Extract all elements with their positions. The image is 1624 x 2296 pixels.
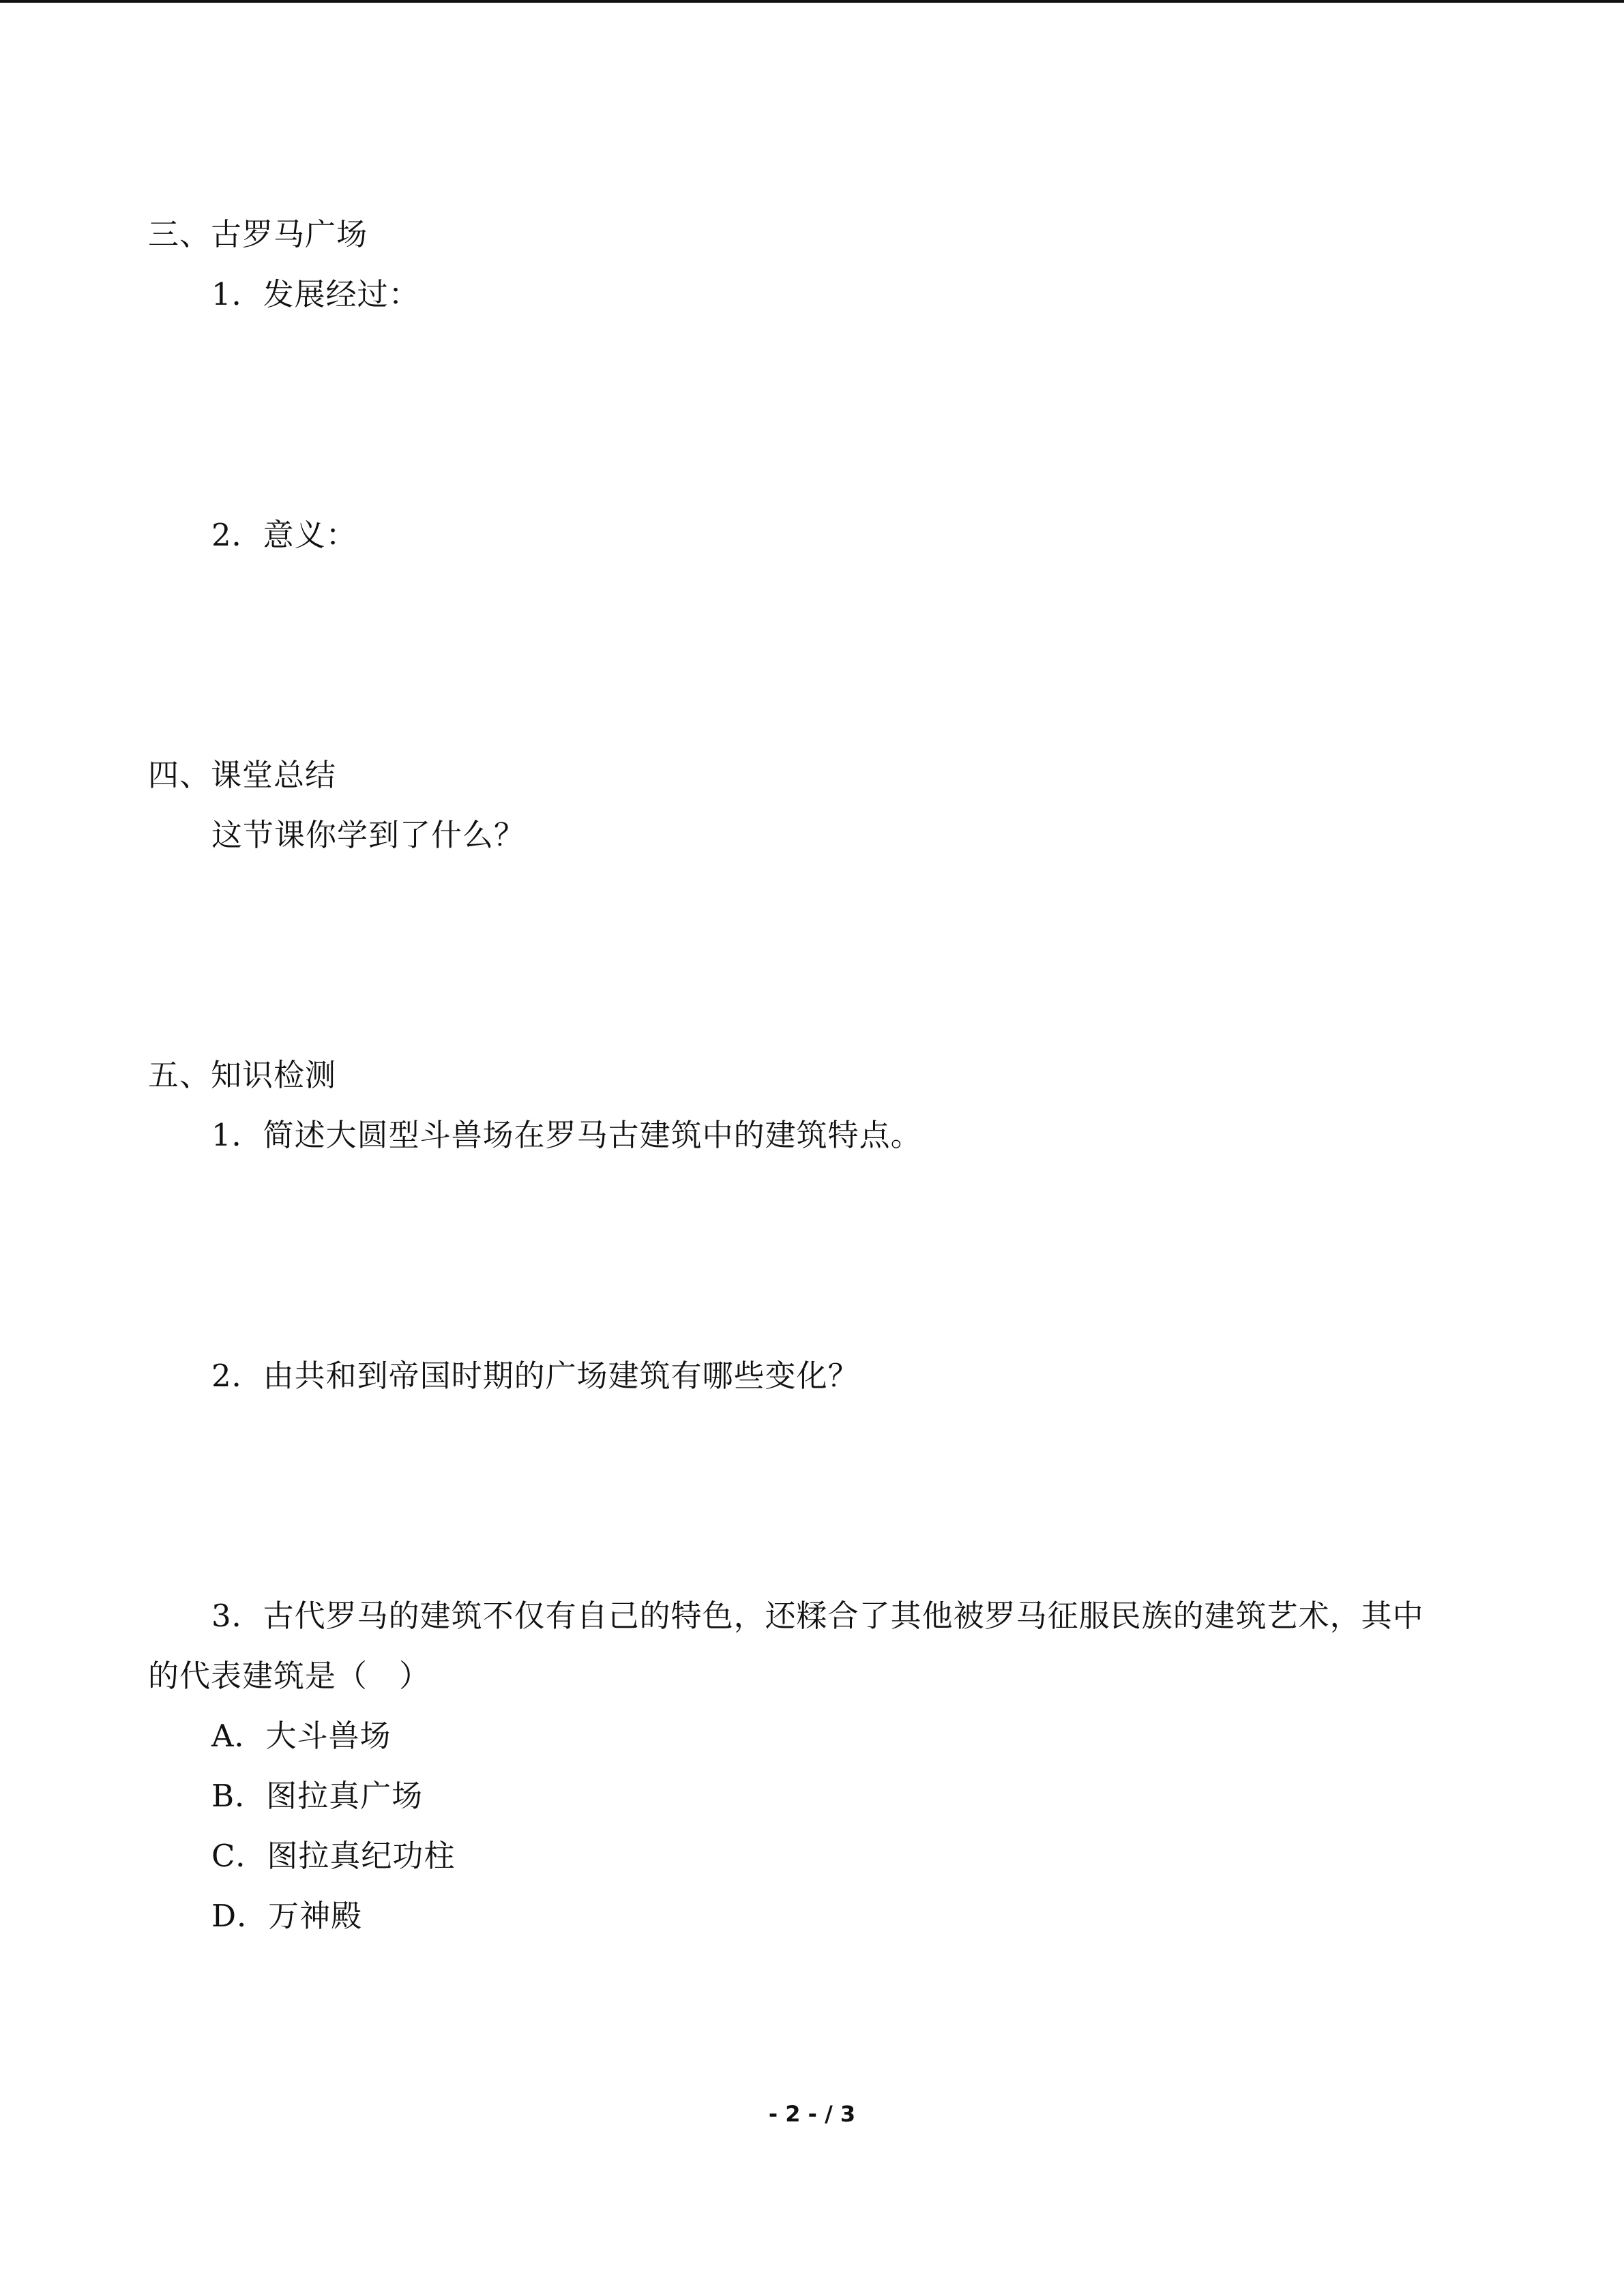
option-c: C．图拉真纪功柱 xyxy=(211,1838,456,1874)
question-1: 1．简述大圆型斗兽场在罗马古建筑中的建筑特点。 xyxy=(211,1117,922,1153)
question-2: 2．由共和到帝国时期的广场建筑有哪些变化？ xyxy=(211,1358,859,1394)
option-a: A．大斗兽场 xyxy=(211,1718,392,1754)
section-4-prompt: 这节课你学到了什么？ xyxy=(211,817,526,853)
question-3-line-2: 的代表建筑是（ ） xyxy=(148,1658,431,1694)
section-4-heading: 四、课堂总结 xyxy=(148,757,337,793)
option-b: B．图拉真广场 xyxy=(211,1778,424,1814)
section-5-heading: 五、知识检测 xyxy=(148,1057,337,1093)
section-3-item-1: 1．发展经过： xyxy=(211,276,420,312)
option-d: D．万神殿 xyxy=(211,1898,363,1934)
section-3-heading: 三、古罗马广场 xyxy=(148,216,368,252)
section-3-item-2: 2．意义： xyxy=(211,517,357,553)
question-3-line-1: 3．古代罗马的建筑不仅有自己的特色，还糅合了其他被罗马征服民族的建筑艺术，其中 xyxy=(211,1598,1424,1634)
page-number: - 2 - / 3 xyxy=(768,2101,856,2127)
top-border xyxy=(0,0,1624,3)
